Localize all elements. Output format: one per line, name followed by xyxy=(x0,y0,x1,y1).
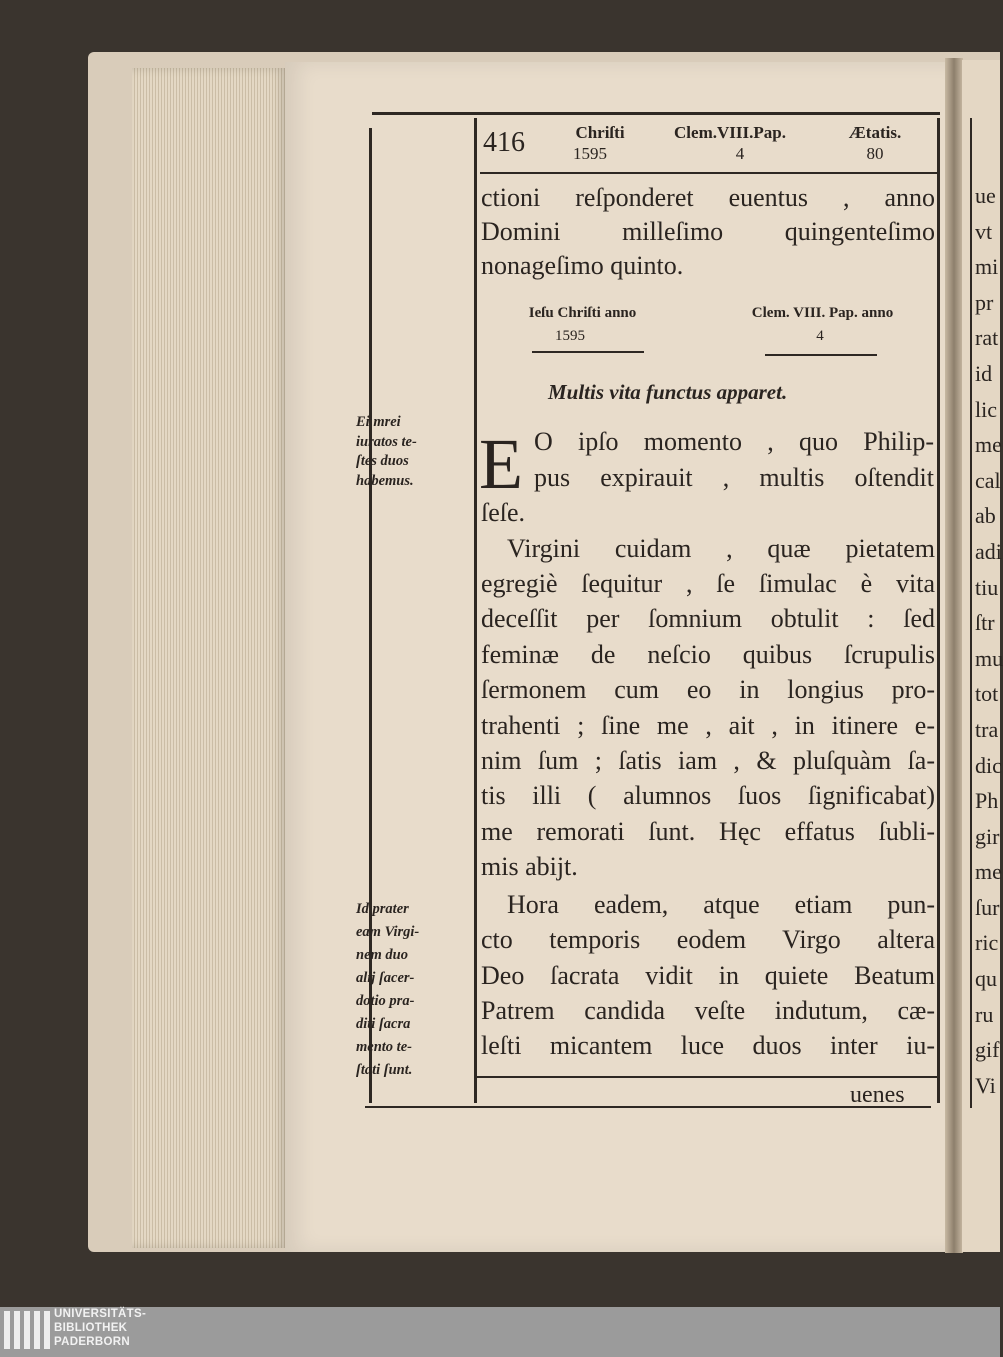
right-page-fragment: tiu xyxy=(975,574,999,600)
right-page-fragment: mu xyxy=(975,645,1003,671)
logo-line: BIBLIOTHEK xyxy=(54,1322,128,1334)
header-christi-label: Chriſti xyxy=(575,123,625,142)
library-logo-icon xyxy=(4,1311,50,1349)
text-line: ſeſe. xyxy=(481,498,526,527)
right-page-fragment: me xyxy=(975,432,1002,458)
year-table-right-value: 4 xyxy=(816,328,824,344)
page-edges xyxy=(132,68,287,1248)
right-page-fragment: vt xyxy=(975,218,993,244)
margin-note-line: diti ſacra xyxy=(356,1016,411,1032)
margin-note-line: Id prater xyxy=(356,901,409,917)
margin-note-line: Ei mrei xyxy=(356,414,401,430)
right-page-text xyxy=(975,178,1003,1103)
text-rule-right xyxy=(937,118,940,1103)
margin-note-line: mento te- xyxy=(356,1039,412,1055)
text-line: O ipſo momento , quo Philip- xyxy=(534,427,934,456)
margin-note-line: dotio pra- xyxy=(356,993,415,1009)
right-page-rule xyxy=(970,118,972,1108)
right-page-fragment: gif xyxy=(975,1037,1000,1063)
text-line: me remorati ſunt. Hęc effatus ſubli- xyxy=(481,817,935,846)
footer-bar xyxy=(0,1307,1000,1357)
right-page-fragment: cal xyxy=(975,467,1001,493)
text-line: Domini milleſimo quingenteſimo xyxy=(481,217,935,246)
right-page-fragment: lic xyxy=(975,396,997,422)
text-line: deceſſit per ſomnium obtulit : ſed xyxy=(481,604,935,633)
right-page-fragment: gir xyxy=(975,823,1000,849)
year-table-left-rule xyxy=(532,351,644,353)
margin-note-line: iuratos te- xyxy=(356,433,417,450)
text-line: tis illi ( alumnos ſuos ſignificabat) xyxy=(481,781,935,810)
right-page-fragment: mi xyxy=(975,254,999,280)
text-line: pus expirauit , multis oſtendit xyxy=(534,463,934,492)
margin-note-line: habemus. xyxy=(356,472,414,489)
logo-line: UNIVERSITÄTS- xyxy=(54,1308,147,1320)
margin-note-line: eam Virgi- xyxy=(356,924,420,940)
right-page-fragment: ſtr xyxy=(975,610,995,636)
text-line: ctioni reſponderet euentus , anno xyxy=(481,183,935,212)
right-page-fragment: adi xyxy=(975,538,1002,564)
catchword: uenes xyxy=(850,1082,905,1108)
header-rule xyxy=(480,172,938,174)
margin-note-line: ſtati ſunt. xyxy=(356,1062,413,1078)
header-pope-label: Clem.VIII.Pap. xyxy=(674,123,786,142)
right-page-fragment: id xyxy=(975,360,993,386)
year-table-right-rule xyxy=(765,354,877,356)
text-line: ſermonem cum eo in longius pro- xyxy=(481,675,935,704)
right-page-fragment: pr xyxy=(975,289,994,315)
right-page-fragment: tot xyxy=(975,681,999,707)
header-christi-year: 1595 xyxy=(573,144,607,163)
year-table-left-label: Ieſu Chriſti anno xyxy=(528,305,637,321)
header-aetatis-value: 80 xyxy=(866,144,884,163)
text-line: Patrem candida veſte indutum, cæ- xyxy=(481,996,935,1025)
year-table-left-value: 1595 xyxy=(555,328,585,344)
text-line: Virgini cuidam , quæ pietatem xyxy=(507,534,935,563)
book-gutter xyxy=(945,58,963,1253)
right-page-fragment: ſur xyxy=(975,894,1000,920)
margin-note-line: alij ſacer- xyxy=(356,970,415,986)
text-line: mis abijt. xyxy=(481,852,578,881)
section-heading: Multis vita functus apparet. xyxy=(548,380,788,404)
right-page-fragment: qu xyxy=(975,966,997,992)
margin-note-line: ſtes duos xyxy=(356,453,409,469)
library-logo-text xyxy=(54,1307,146,1349)
text-line: trahenti ; ſine me , ait , in itinere e- xyxy=(481,711,935,740)
right-page-fragment: tra xyxy=(975,716,999,742)
right-page-fragment: ue xyxy=(975,183,996,208)
header-pope-year: 4 xyxy=(735,144,745,163)
right-page-fragment: me xyxy=(975,859,1002,885)
text-line: Deo ſacrata vidit in quiete Beatum xyxy=(481,961,935,990)
bottom-rule xyxy=(476,1076,938,1078)
text-line: nonageſimo quinto. xyxy=(481,251,684,280)
drop-cap: E xyxy=(479,424,523,504)
logo-line: PADERBORN xyxy=(54,1336,130,1348)
text-line: leſti micantem luce duos inter iu- xyxy=(481,1031,935,1060)
text-line: Hora eadem, atque etiam pun- xyxy=(507,890,935,919)
right-page-fragment: ru xyxy=(975,1001,994,1027)
text-line: cto temporis eodem Virgo altera xyxy=(481,925,935,954)
text-rule-left xyxy=(474,118,477,1103)
foot-rule xyxy=(365,1106,931,1108)
margin-note-line: nem duo xyxy=(356,947,408,963)
text-line: feminæ de neſcio quibus ſcrupulis xyxy=(481,640,935,669)
right-page-fragment: ric xyxy=(975,930,999,956)
text-line: egregiè ſequitur , ſe ſimulac è vita xyxy=(481,569,935,598)
margin-note xyxy=(356,413,460,491)
top-rule xyxy=(372,112,940,115)
page-number: 416 xyxy=(483,127,525,158)
header-aetatis-label: Ætatis. xyxy=(848,123,902,142)
text-line: nim ſum ; ſatis iam , & pluſquàm ſa- xyxy=(481,746,935,775)
right-page-fragment: ab xyxy=(975,503,996,529)
year-table-right-label: Clem. VIII. Pap. anno xyxy=(751,305,894,321)
right-page-fragment: Ph xyxy=(975,788,999,814)
right-page-fragment: Vi xyxy=(975,1072,996,1098)
right-page-fragment: rat xyxy=(975,325,999,351)
right-page-fragment: dic xyxy=(975,752,1002,778)
margin-note xyxy=(356,898,460,1082)
